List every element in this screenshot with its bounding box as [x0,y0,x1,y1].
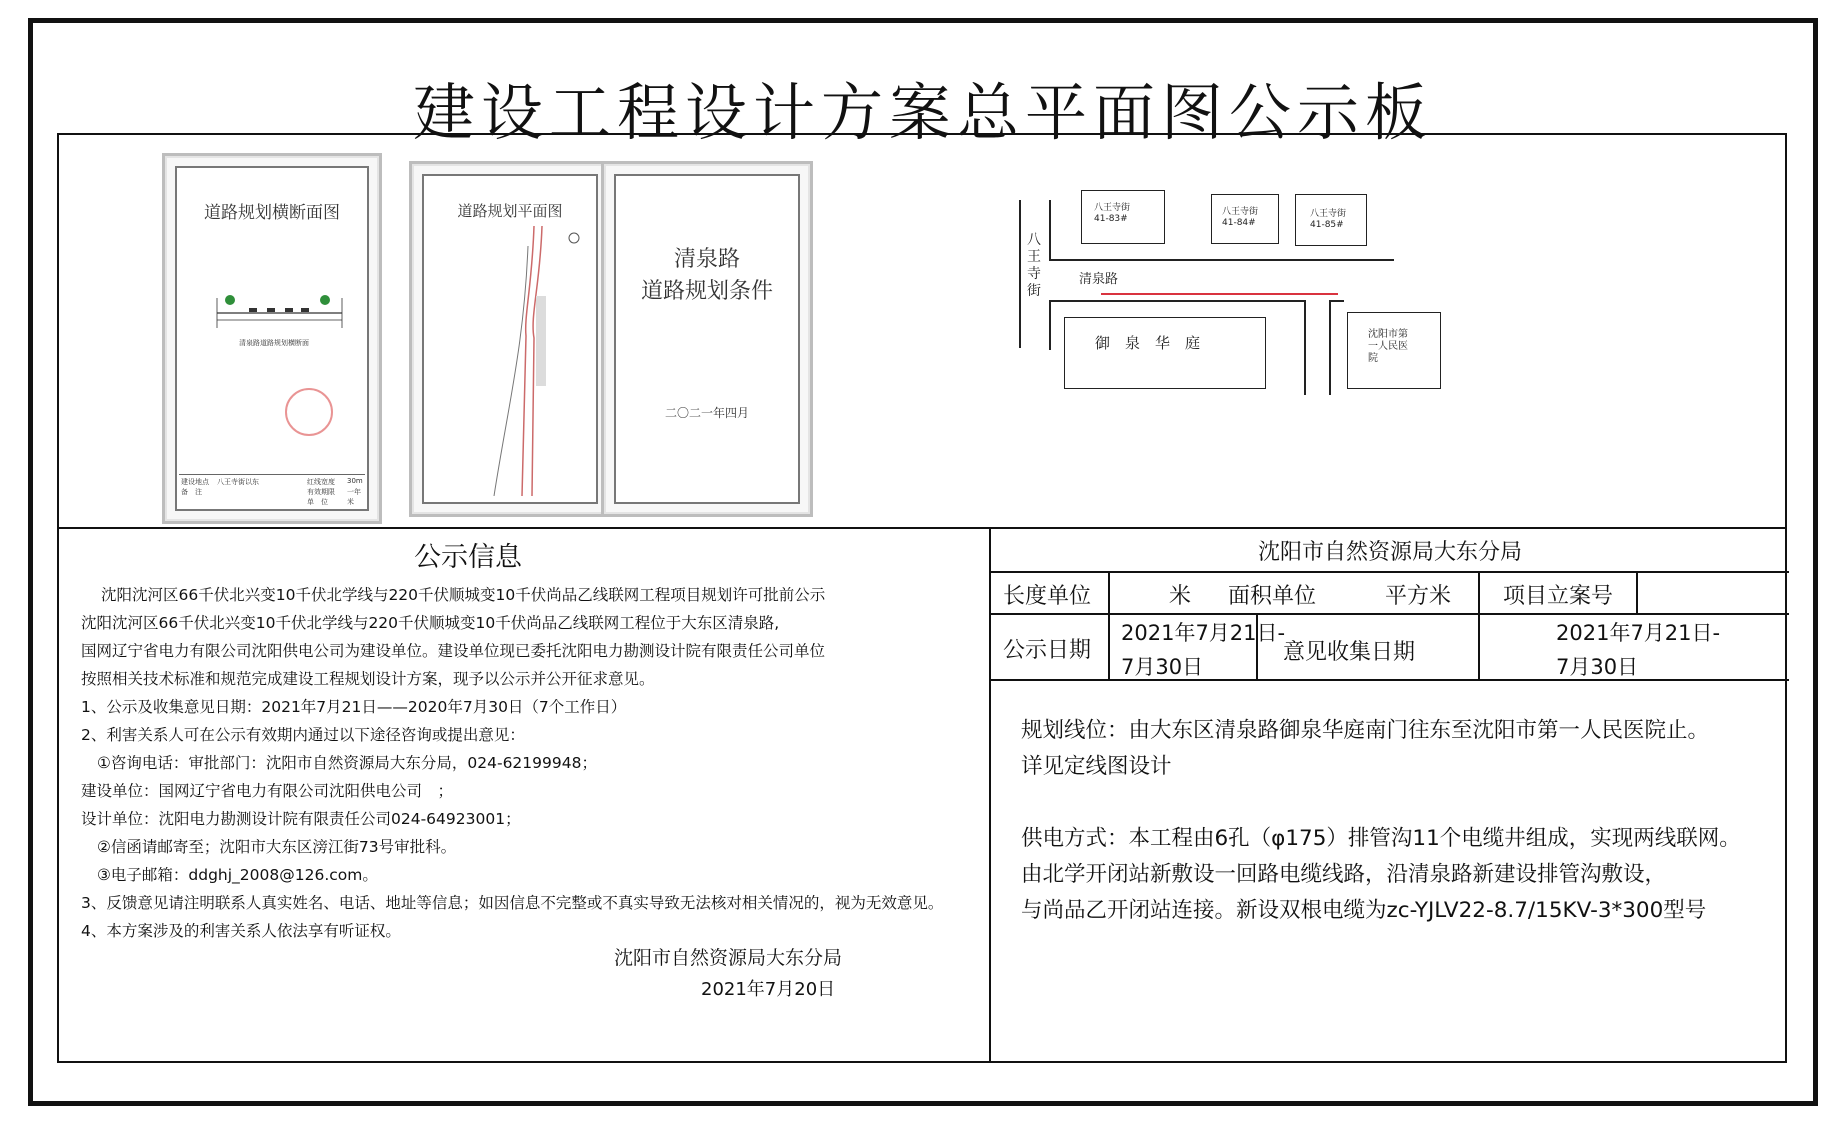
page-title: 建设工程设计方案总平面图公示板 [412,76,1433,149]
conditions-title-1: 清泉路 [673,247,740,272]
notice-line: 设计单位：沈阳电力勘测设计院有限责任公司024-64923001； [81,810,521,828]
notice-date-value-2: 7月30日 [1121,655,1204,679]
notice-title: 公示信息 [414,542,522,573]
notice-line: 按照相关技术标准和规范完成建设工程规划设计方案，现予以公示并公开征求意见。 [81,670,655,688]
power-supply-line-3: 与尚品乙开闭站连接。新设双根电缆为zc-YJLV22-8.7/15KV-3*300型号 [1021,898,1707,923]
street-label-qingquan: 清泉路 [1079,272,1119,287]
notice-signature: 沈阳市自然资源局大东分局 [614,947,843,969]
conditions-title-2: 道路规划条件 [640,279,773,304]
notice-line: 3、反馈意见请注明联系人真实姓名、电话、地址等信息；如因信息不完整或不真实导致无法核对相关情况的，视为无效意见。 [81,894,944,912]
cross-section-caption: 清泉路道路规划横断面 [239,339,309,347]
plan-drawing [409,161,611,517]
notice-line: 沈阳沈河区66千伏北兴变10千伏北学线与220千伏顺城变10千伏尚品乙线联网工程位于大东区清泉路, [81,614,780,632]
drawings-section [59,135,1785,527]
length-unit-value: 米 [1169,584,1192,609]
design-reference: 详见定线图设计 [1021,754,1172,779]
length-unit-label: 长度单位 [1003,584,1092,609]
tree-icon [320,295,330,305]
tree-icon [225,295,235,305]
red-seal [285,388,333,436]
notice-line: 沈阳沈河区66千伏北兴变10千伏北学线与220千伏顺城变10千伏尚品乙线联网工程项目规划许可批前公示 [101,586,826,604]
info-panel [989,527,1789,1063]
power-supply-line-1: 供电方式：本工程由6孔（φ175）排管沟11个电缆井组成，实现两线联网。 [1021,826,1741,851]
cross-section-table: 建设地点 八王寺街以东 红线宽度 30m 备 注 有效期限 一年 单 位 米 [179,474,365,507]
plan-title: 道路规划平面图 [457,202,563,220]
north-arrow-icon [569,233,579,243]
info-table-title: 沈阳市自然资源局大东分局 [1257,540,1522,565]
notice-date-label: 公示日期 [1003,638,1092,663]
power-supply-line-2: 由北学开闭站新敷设一回路电缆线路，沿清泉路新建设排管沟敷设， [1021,862,1667,887]
cross-section-title: 道路规划横断面图 [204,203,340,223]
notice-panel [59,527,989,1063]
notice-line: 国网辽宁省电力有限公司沈阳供电公司为建设单位。建设单位现已委托沈阳电力勘测设计院有限责任公司单位 [81,642,826,660]
route-line [1101,293,1338,295]
notice-line: ①咨询电话：审批部门：沈阳市自然资源局大东分局，024-62199948； [97,754,597,772]
road-conditions-document [601,161,813,517]
notice-line: 1、公示及收集意见日期：2021年7月21日——2020年7月30日（7个工作日） [81,698,627,716]
cross-section-drawing [162,153,382,524]
building-yuquan-huating: 御 泉 华 庭 [1064,317,1266,389]
building-41-83: 八王寺街 41-83# [1081,190,1165,244]
building-hospital: 沈阳市第 一人民医 院 [1347,312,1441,389]
notice-line: ②信函请邮寄至；沈阳市大东区滂江街73号审批科。 [97,838,457,856]
area-unit-value: 平方米 [1385,584,1452,609]
notice-line: 建设单位：国网辽宁省电力有限公司沈阳供电公司 ； [81,782,454,800]
feedback-date-value-2: 7月30日 [1556,655,1639,679]
notice-date-value-1: 2021年7月21日- [1121,621,1286,645]
building-41-84: 八王寺街 41-84# [1211,194,1279,244]
notice-date: 2021年7月20日 [701,979,836,1000]
project-no-label: 项目立案号 [1503,584,1614,609]
street-label-bawangsi: 八王寺街 [1027,232,1041,299]
location-map [1019,180,1749,510]
building-41-85: 八王寺街 41-85# [1295,194,1367,246]
notice-line: ③电子邮箱：ddghj_2008@126.com。 [97,866,378,884]
notice-line: 2、利害关系人可在公示有效期内通过以下途径咨询或提出意见： [81,726,525,744]
notice-board [57,133,1787,1063]
cross-section-sketch [177,268,367,348]
feedback-date-label: 意见收集日期 [1283,640,1416,665]
plan-sketch [424,226,596,496]
notice-line: 4、本方案涉及的利害关系人依法享有听证权。 [81,922,401,940]
route-description: 规划线位：由大东区清泉路御泉华庭南门往东至沈阳市第一人民医院止。 [1021,718,1710,743]
conditions-date: 二〇二一年四月 [664,406,749,420]
feedback-date-value-1: 2021年7月21日- [1556,621,1721,645]
area-unit-label: 面积单位 [1228,584,1317,609]
